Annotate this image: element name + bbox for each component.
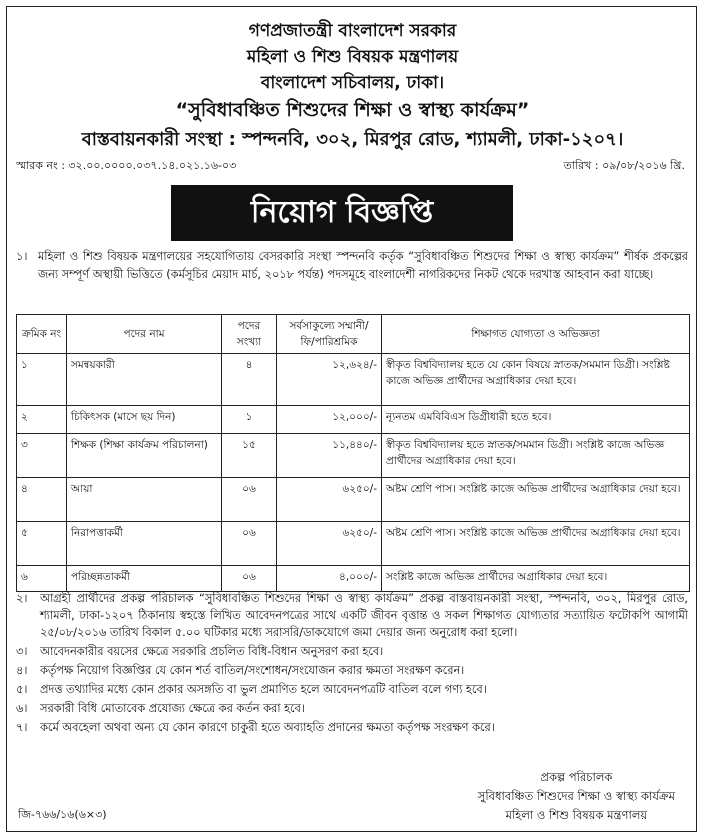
ministry-title: মহিলা ও শিশু বিষয়ক মন্ত্রণালয় <box>246 47 459 67</box>
clause-text: সরকারী বিধি মোতাবেক প্রযোজ্য ক্ষেত্রে কর কর্তন করা হবে। <box>40 702 305 715</box>
serial-cell: ৫ <box>17 522 67 566</box>
clause-text: কর্তৃপক্ষ নিয়োগ বিজ্ঞপ্তির যে কোন শর্ত বাতিল/সংশোধন/সংযোজন করার ক্ষমতা সংরক্ষণ করেন। <box>40 664 465 677</box>
clause-number: ৫। <box>16 683 28 696</box>
intro-paragraph <box>16 248 688 284</box>
serial-cell: ২ <box>17 406 67 434</box>
pay-cell: ৬২৫০/- <box>277 478 382 522</box>
list-item <box>16 719 688 736</box>
count-cell: ০৬ <box>222 522 277 566</box>
post-cell: চিকিৎসক (মাসে ছয় দিন) <box>67 406 222 434</box>
clause-text: আগ্রহী প্রার্থীদের প্রকল্প পরিচালক “সুবিধাবঞ্চিত শিশুদের শিক্ষা ও স্বাস্থ্য কার্যক্রম” প্রকল্প বাস্তবায়নকারী সংস্থা, স্পন্দনবি, ৩০২, মিরপুর রোড, শ্যামলী, ঢাকা-১২০৭ ঠিকানায় স্বহস্তে লিখিত আবেদনপত্রের সাথে একটি জীবন বৃত্তান্ত ও সকল শিক্ষাগত যোগ্যতার সত্যায়িত ফটোকপি আগামী ২৫/০৮/২০১৬ তারিখ বিকাল ৫.০০ ঘটিকার মধ্যে সরাসরি/ডাকযোগে জমা দেয়ার জন্য অনুরোধ করা হলো। <box>40 592 688 639</box>
pay-cell: ৪,০০০/- <box>277 566 382 592</box>
memo-date: তারিখ : ০৯/০৮/২০১৬ খ্রি. <box>563 159 685 172</box>
secretariat-line: বাংলাদেশ সচিবালয়, ঢাকা। <box>260 73 445 93</box>
header-remuneration: সর্বসাকুল্যে সম্মানী/ ফি/পারিশ্রমিক <box>277 315 382 354</box>
pay-cell: ১১,৪৪০/- <box>277 434 382 478</box>
vacancy-table <box>16 314 690 592</box>
count-cell: ১৫ <box>222 434 277 478</box>
table-row <box>17 522 690 566</box>
table-row <box>17 566 690 592</box>
header-post-count: পদের সংখ্যা <box>222 315 277 354</box>
post-cell: পরিচ্ছন্নতাকর্মী <box>67 566 222 592</box>
terms-list <box>16 590 688 738</box>
intro-number: ১। <box>16 250 28 263</box>
government-title: গণপ্রজাতন্ত্রী বাংলাদেশ সরকার <box>248 21 457 41</box>
count-cell: ৪ <box>222 354 277 406</box>
post-cell: আয়া <box>67 478 222 522</box>
memo-number: স্মারক নং : ৩২.০০.০০০০.০৩৭.১৪.০২১.১৬-০৩ <box>16 159 237 172</box>
serial-cell: ৪ <box>17 478 67 522</box>
list-item <box>16 662 688 679</box>
serial-cell: ১ <box>17 354 67 406</box>
table-header-row <box>17 315 690 354</box>
header-post-name: পদের নাম <box>67 315 222 354</box>
list-item <box>16 590 688 641</box>
clause-text: কর্মে অবহেলা অথবা অন্য যে কোন কারণে চাকুরী হতে অব্যাহতি প্রদানের ক্ষমতা কর্তৃপক্ষ সংরক্ষণ করে। <box>40 721 495 734</box>
table-row <box>17 406 690 434</box>
table-row <box>17 354 690 406</box>
pay-cell: ৬২৫০/- <box>277 522 382 566</box>
serial-cell: ৬ <box>17 566 67 592</box>
qualification-cell: স্বীকৃত বিশ্ববিদ্যালয় হতে স্নাতক/সমমান ডিগ্রী। সংশ্লিষ্ট কাজে অভিজ্ঞ প্রার্থীদের অগ্রাধিকার দেয়া হবে। <box>382 434 690 478</box>
post-cell: নিরাপত্তাকর্মী <box>67 522 222 566</box>
signatory-title: প্রকল্প পরিচালক <box>540 770 613 784</box>
qualification-cell: অষ্টম শ্রেণি পাস। সংশ্লিষ্ট কাজে অভিজ্ঞ প্রার্থীদের অগ্রাধিকার দেয়া হবে। <box>382 478 690 522</box>
list-item <box>16 681 688 698</box>
clause-number: ৭। <box>16 721 28 734</box>
recruitment-banner: নিয়োগ বিজ্ঞপ্তি <box>171 185 513 241</box>
publication-ref-code: জি-৭৬৬/১৬(৬×৩) <box>18 808 107 821</box>
header-qualification: শিক্ষাগত যোগ্যতা ও অভিজ্ঞতা <box>382 315 690 354</box>
header-serial: ক্রমিক নং <box>17 315 67 354</box>
list-item <box>16 643 688 660</box>
qualification-cell: ন্যূনতম এমবিবিএস ডিগ্রীধারী হতে হবে। <box>382 406 690 434</box>
implementing-agency: বাস্তবায়নকারী সংস্থা : স্পন্দনবি, ৩০২, মিরপুর রোড, শ্যামলী, ঢাকা-১২০৭। <box>81 129 624 150</box>
signatory-project: সুবিধাবঞ্চিত শিশুদের শিক্ষা ও স্বাস্থ্য কার্যক্রম <box>477 789 675 803</box>
serial-cell: ৩ <box>17 434 67 478</box>
count-cell: ০৬ <box>222 478 277 522</box>
post-cell: সমন্বয়কারী <box>67 354 222 406</box>
table-row <box>17 478 690 522</box>
pay-cell: ১২,৬২৪/- <box>277 354 382 406</box>
count-cell: ১ <box>222 406 277 434</box>
intro-text: মহিলা ও শিশু বিষয়ক মন্ত্রণালয়ের সহযোগিতায় বেসরকারি সংস্থা স্পন্দনবি কর্তৃক “সুবিধাবঞ্চিত শিশুদের শিক্ষা ও স্বাস্থ্য কার্যক্রম” শীর্ষক প্রকল্পের জন্য সম্পূর্ণ অস্থায়ী ভিত্তিতে (কর্মসূচির মেয়াদ মার্চ, ২০১৮ পর্যন্ত) পদসমূহে বাংলাদেশী নাগরিকদের নিকট থেকে দরখাস্ত আহবান করা যাচ্ছে। <box>38 250 688 281</box>
clause-number: ২। <box>16 592 28 605</box>
qualification-cell: অষ্টম শ্রেণি পাস। সংশ্লিষ্ট কাজে অভিজ্ঞ প্রার্থীদের অগ্রাধিকার দেয়া হবে। <box>382 522 690 566</box>
pay-cell: ১২,০০০/- <box>277 406 382 434</box>
clause-number: ৬। <box>16 702 28 715</box>
project-title: “সুবিধাবঞ্চিত শিশুদের শিক্ষা ও স্বাস্থ্য কার্যক্রম” <box>175 99 530 121</box>
post-cell: শিক্ষক (শিক্ষা কার্যক্রম পরিচালনা) <box>67 434 222 478</box>
clause-number: ৪। <box>16 664 28 677</box>
qualification-cell: সংশ্লিষ্ট কাজে অভিজ্ঞ প্রার্থীদের অগ্রাধিকার দেয়া হবে। <box>382 566 690 592</box>
qualification-cell: স্বীকৃত বিশ্ববিদ্যালয় হতে যে কোন বিষয়ে স্নাতক/সমমান ডিগ্রী। সংশ্লিষ্ট কাজে অভিজ্ঞ প্রার্থীদের অগ্রাধিকার দেয়া হবে। <box>382 354 690 406</box>
count-cell: ০৬ <box>222 566 277 592</box>
list-item <box>16 700 688 717</box>
clause-number: ৩। <box>16 645 28 658</box>
signatory-ministry: মহিলা ও শিশু বিষয়ক মন্ত্রণালয় <box>505 808 648 822</box>
signature-block <box>478 768 675 825</box>
clause-text: আবেদনকারীর বয়সের ক্ষেত্রে সরকারি প্রচলিত বিধি-বিধান অনুসরণ করা হবে। <box>40 645 384 658</box>
table-row <box>17 434 690 478</box>
clause-text: প্রদত্ত তথ্যাদির মধ্যে কোন প্রকার অসঙ্গতি বা ভুল প্রমাণিত হলে আবেদনপত্রটি বাতিল বলে গণ্য হবে। <box>40 683 487 696</box>
